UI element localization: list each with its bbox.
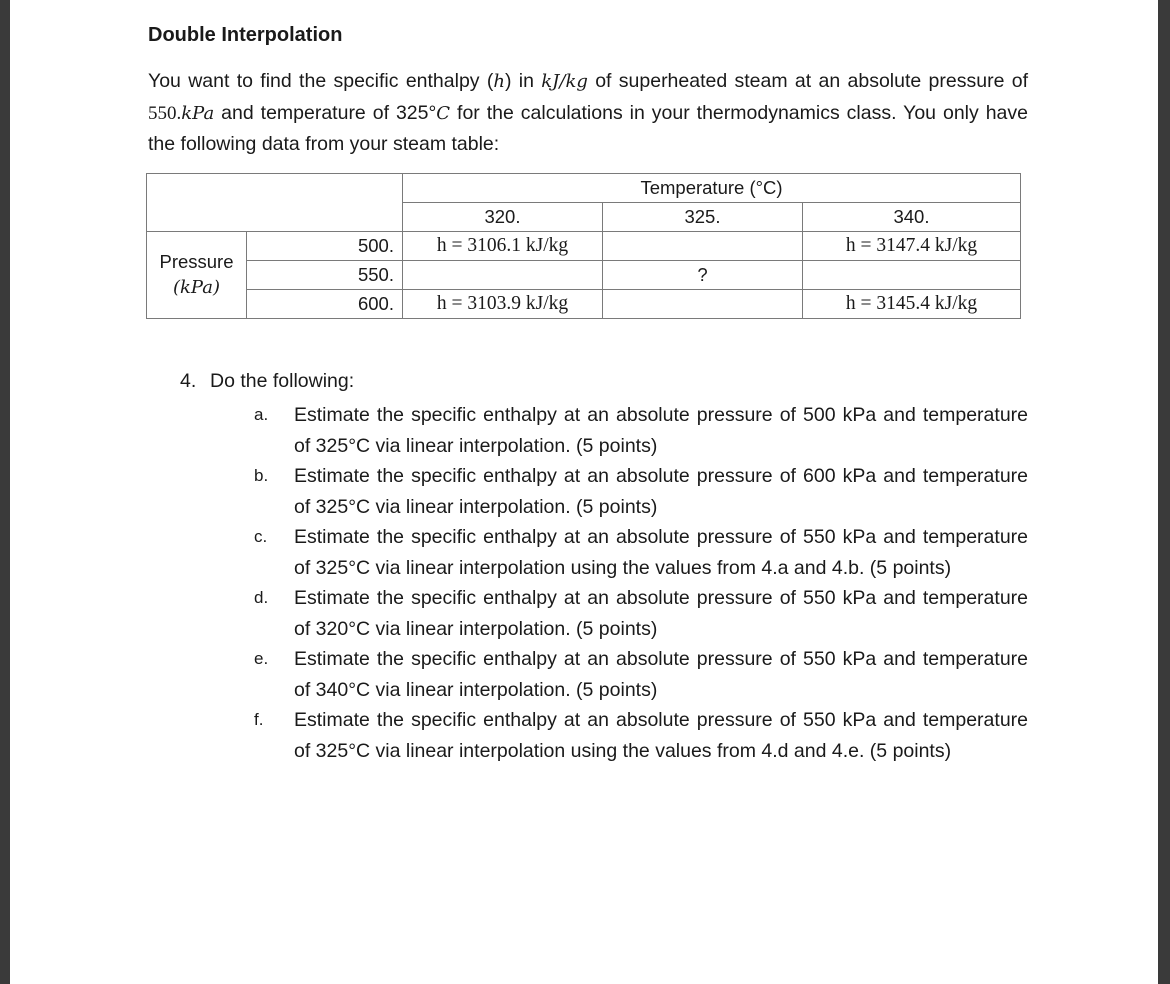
pressure-unit: kPa: [181, 102, 215, 124]
list-item: [248, 400, 1028, 461]
h-550-325-unknown: ?: [603, 261, 803, 290]
pressure-unit-label: (kPa): [173, 277, 220, 298]
h-600-325: [603, 290, 803, 319]
enthalpy-symbol: h: [493, 71, 505, 92]
steam-table: [146, 173, 1021, 319]
question-items: [248, 400, 1028, 766]
intro-text: You want to find the specific enthalpy (: [148, 70, 494, 92]
list-item: [248, 644, 1028, 705]
question-heading: [180, 370, 354, 393]
list-item: [248, 522, 1028, 583]
temp-320: 320.: [403, 203, 603, 232]
problem-statement: [148, 66, 1028, 160]
intro-text: and temperature of 325°: [214, 101, 437, 124]
temperature-unit: C: [436, 102, 451, 124]
table-header-row: [147, 174, 1021, 203]
temp-340: 340.: [803, 203, 1021, 232]
pressure-500: 500.: [247, 232, 403, 261]
item-text: Estimate the specific enthalpy at an absolute pressure of 550 kPa and temperature of 325°C via linear interpolation using the values from 4.a and 4.b. (5 points): [294, 526, 1028, 579]
table-corner-cell: [147, 174, 403, 232]
table-row: [147, 290, 1021, 319]
table-row: [147, 232, 1021, 261]
h-500-320: h = 3106.1 kJ/kg: [403, 232, 603, 261]
h-600-320: h = 3103.9 kJ/kg: [403, 290, 603, 319]
intro-text: of superheated steam at an absolute pressure of: [587, 70, 1029, 92]
h-600-340: h = 3145.4 kJ/kg: [803, 290, 1021, 319]
question-lead: Do the following:: [210, 370, 355, 392]
item-letter: b.: [254, 466, 269, 485]
temperature-header: Temperature (°C): [403, 174, 1021, 203]
h-500-340: h = 3147.4 kJ/kg: [803, 232, 1021, 261]
enthalpy-unit: kJ/kg: [541, 71, 588, 92]
item-text: Estimate the specific enthalpy at an absolute pressure of 500 kPa and temperature of 325°C via linear interpolation. (5 points): [294, 404, 1028, 457]
intro-text: for the calculations in your thermodynamics class. You only have the following data from your steam table:: [148, 101, 1028, 155]
item-letter: c.: [254, 527, 268, 546]
pressure-label-cell: [147, 232, 247, 319]
item-text: Estimate the specific enthalpy at an absolute pressure of 600 kPa and temperature of 325°C via linear interpolation. (5 points): [294, 465, 1028, 518]
pressure-550: 550.: [247, 261, 403, 290]
h-550-340: [803, 261, 1021, 290]
pressure-label: Pressure: [159, 251, 234, 272]
item-text: Estimate the specific enthalpy at an absolute pressure of 550 kPa and temperature of 340°C via linear interpolation. (5 points): [294, 648, 1028, 701]
item-letter: f.: [254, 710, 264, 729]
pressure-value: 550.: [148, 102, 182, 124]
item-letter: e.: [254, 649, 269, 668]
item-text: Estimate the specific enthalpy at an absolute pressure of 550 kPa and temperature of 320°C via linear interpolation. (5 points): [294, 587, 1028, 640]
list-item: [248, 461, 1028, 522]
document-title: Double Interpolation: [148, 24, 343, 46]
intro-text: ) in: [504, 70, 542, 92]
item-text: Estimate the specific enthalpy at an absolute pressure of 550 kPa and temperature of 325°C via linear interpolation using the values from 4.d and 4.e. (5 points): [294, 709, 1028, 762]
document-page: [10, 0, 1158, 984]
item-letter: a.: [254, 405, 269, 424]
list-item: [248, 705, 1028, 766]
question-number: 4.: [180, 370, 197, 392]
h-550-320: [403, 261, 603, 290]
question-block: [180, 370, 1028, 762]
item-letter: d.: [254, 588, 269, 607]
temp-325: 325.: [603, 203, 803, 232]
table-row: [147, 261, 1021, 290]
list-item: [248, 583, 1028, 644]
h-500-325: [603, 232, 803, 261]
pressure-600: 600.: [247, 290, 403, 319]
